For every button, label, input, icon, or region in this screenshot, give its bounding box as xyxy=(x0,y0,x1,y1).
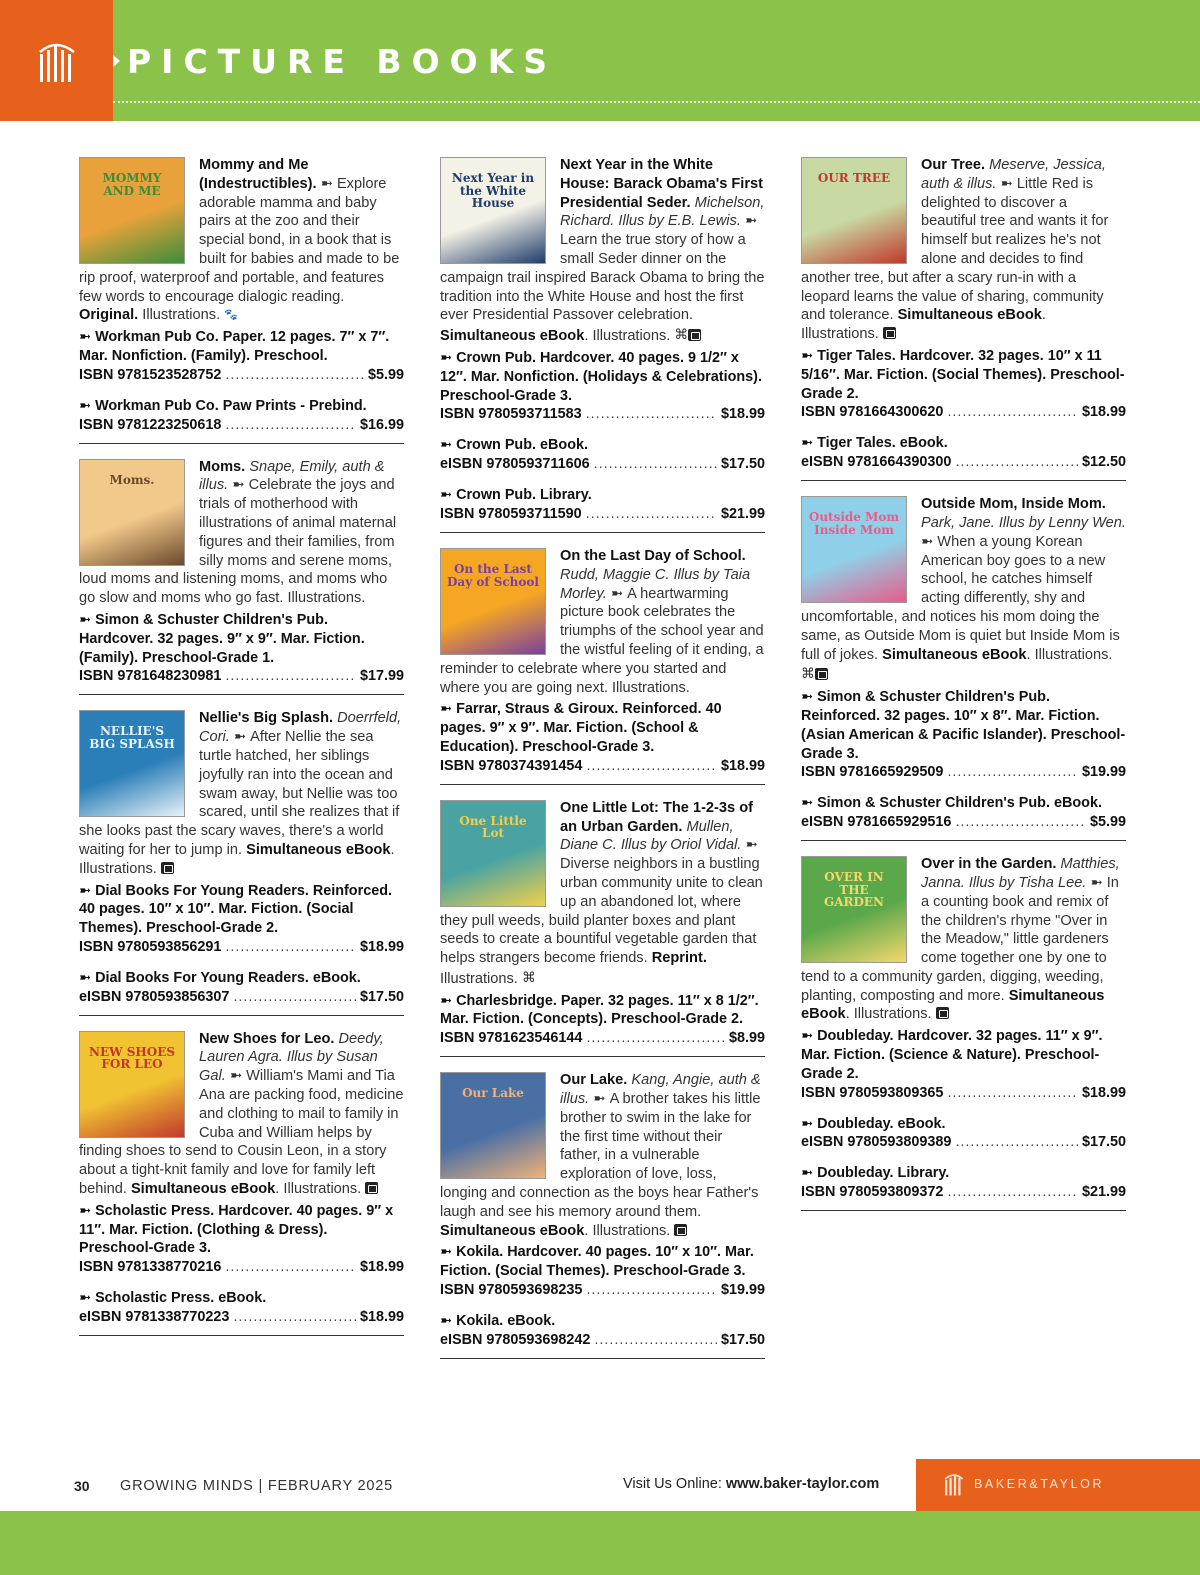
edition-publisher xyxy=(801,688,1126,763)
dot-leader xyxy=(586,505,717,524)
book-entry xyxy=(79,1030,404,1336)
edition-publisher xyxy=(440,1312,765,1331)
ebook-icon xyxy=(365,1182,378,1194)
arrow-icon: ➼ xyxy=(610,585,628,602)
edition-publisher xyxy=(79,328,404,366)
dot-leader xyxy=(947,403,1078,422)
spacer xyxy=(440,424,765,432)
edition-publisher xyxy=(79,397,404,416)
isbn: ISBN 9780593856291 xyxy=(79,938,222,955)
edition-publisher xyxy=(801,1115,1126,1134)
brand-name: BAKER&TAYLOR xyxy=(974,1477,1105,1491)
book-author: Park, Jane. Illus by Lenny Wen. xyxy=(921,514,1126,531)
ebook-icon xyxy=(815,668,828,680)
isbn: ISBN 9780593698235 xyxy=(440,1282,583,1299)
edition-publisher xyxy=(801,347,1126,403)
book-entry xyxy=(79,156,404,444)
arrow-icon: ➼ xyxy=(440,437,457,454)
isbn: eISBN 9781338770223 xyxy=(79,1309,230,1326)
edition-details: Dial Books For Young Readers. Reinforced. 40 pages. 10″ x 10″. Mar. Fiction. (Social Themes). Preschool-Grade 2. xyxy=(79,882,392,937)
spacer xyxy=(440,474,765,482)
edition-details: Crown Pub. eBook. xyxy=(456,437,588,454)
isbn-row xyxy=(79,366,404,385)
isbn: eISBN 9780593809389 xyxy=(801,1134,952,1151)
dot-leader xyxy=(225,667,356,686)
dot-leader xyxy=(225,938,356,957)
price: $17.50 xyxy=(359,988,404,1005)
book-description xyxy=(801,156,1126,344)
arrow-icon: ➼ xyxy=(801,689,818,706)
isbn: ISBN 9780593809372 xyxy=(801,1184,944,1201)
dot-leader xyxy=(594,455,717,474)
edition-details: Simon & Schuster Children's Pub. eBook. xyxy=(817,795,1102,812)
spacer xyxy=(79,385,404,393)
arrow-icon: ➼ xyxy=(79,397,96,414)
book-entry xyxy=(801,156,1126,481)
arrow-icon: ➼ xyxy=(921,533,938,550)
spacer xyxy=(801,782,1126,790)
isbn: ISBN 9781523528752 xyxy=(79,366,222,383)
book-summary: Diverse neighbors in a bustling urban community unite to clean up an abandoned lot, where they pull weeds, build planter boxes and plant seeds to create a bountiful vegetable garden that helps strangers become friends. xyxy=(440,856,763,967)
arrow-icon: ➼ xyxy=(440,1313,457,1330)
book-title[interactable]: On the Last Day of School. xyxy=(560,547,746,564)
arrow-icon: ➼ xyxy=(744,213,758,230)
ebook-icon xyxy=(161,862,174,874)
isbn-row xyxy=(801,1084,1126,1103)
dot-leader xyxy=(955,813,1086,832)
isbn: eISBN 9781665929516 xyxy=(801,814,952,831)
book-description xyxy=(440,156,765,346)
book-author: Deedy, Lauren Agra. Illus by Susan Gal. xyxy=(199,1030,384,1085)
book-author: Kang, Angie, auth & illus. xyxy=(560,1072,761,1108)
bottom-green-band xyxy=(0,1511,1200,1575)
isbn-row xyxy=(801,813,1126,832)
visit-online xyxy=(623,1476,879,1492)
price: $17.50 xyxy=(1081,1134,1126,1151)
edition-details: Dial Books For Young Readers. eBook. xyxy=(95,969,361,986)
price: $17.50 xyxy=(720,1331,765,1348)
price: $17.99 xyxy=(359,668,404,685)
spacer xyxy=(801,422,1126,430)
isbn-row xyxy=(440,1029,765,1048)
book-summary: A heartwarming picture book celebrates the triumphs of the school year and the wistful feeling of it ending, a reminder to celebrate where you started and where you are going next. Illustrations. xyxy=(440,585,764,696)
ebook-icon xyxy=(883,327,896,339)
isbn: ISBN 9781664300620 xyxy=(801,404,944,421)
illustrations-note: . Illustrations. xyxy=(275,1181,362,1198)
illustrations-note: . Illustrations. xyxy=(79,841,395,877)
arrow-icon: ➼ xyxy=(1090,874,1107,891)
book-summary: Little Red is delighted to discover a beautiful tree and wants it for himself but realizes he's not alone and decides to find another tree, but after a scary run-in with a leopard learns the value of sharing, community and tolerance. xyxy=(801,175,1109,324)
section-title: PICTURE BOOKS xyxy=(127,42,558,81)
cover-title: NELLIE'S BIG SPLASH xyxy=(89,724,175,751)
arrow-icon: ➼ xyxy=(440,992,457,1009)
edition-publisher xyxy=(79,1289,404,1308)
logo-box xyxy=(0,0,113,121)
book-entry xyxy=(440,156,765,533)
edition-note: Simultaneous eBook xyxy=(246,841,391,858)
spacer xyxy=(79,1277,404,1285)
book-title[interactable]: Moms. xyxy=(199,458,246,475)
column-3 xyxy=(801,156,1126,1225)
isbn-row xyxy=(801,763,1126,782)
edition-details: Crown Pub. Hardcover. 40 pages. 9 1/2″ x 12″. Mar. Nonfiction. (Holidays & Celebrations). Preschool-Grade 3. xyxy=(440,349,762,404)
baker-taylor-logo-icon xyxy=(38,42,78,84)
price: $16.99 xyxy=(359,416,404,433)
arrow-icon: ➼ xyxy=(233,729,251,746)
arrow-icon: ➼ xyxy=(79,969,96,986)
ebook-icon xyxy=(674,1224,687,1236)
arrow-icon: ➼ xyxy=(801,435,818,452)
cover-title: NEW SHOES FOR LEO xyxy=(88,1044,176,1072)
book-summary: When a young Korean American boy goes to a new school, he catches himself acting differently, shy and uncomfortable, and notices his mom doing the same, as Outside Mom is quiet but Inside Mom is full of jokes. xyxy=(801,533,1120,663)
price: $12.50 xyxy=(1081,454,1126,471)
book-entry xyxy=(801,495,1126,841)
book-summary: After Nellie the sea turtle hatched, her siblings joyfully ran into the ocean and swam away, but Nellie was too scared, until she realizes that if she looks past the scary waves, there's a world waiting for her to jump in. xyxy=(79,729,400,858)
price: $18.99 xyxy=(1081,404,1126,421)
book-summary: In a counting book and remix of the children's rhyme "Over in the Meadow," little gardeners come together one by one to tend to a community garden, digging, weeding, planting, composting and more. xyxy=(801,874,1119,1004)
arrow-icon: ➼ xyxy=(229,1068,247,1085)
dot-leader xyxy=(586,405,717,424)
paw-icon: 🐾 xyxy=(224,309,238,322)
arrow-icon: ➼ xyxy=(79,329,96,346)
cover-title: MOMMY AND ME xyxy=(102,171,162,198)
edition-details: Scholastic Press. eBook. xyxy=(95,1290,267,1307)
price: $18.99 xyxy=(720,757,765,774)
column-2 xyxy=(440,156,765,1373)
book-description xyxy=(79,458,404,608)
price: $18.99 xyxy=(359,1309,404,1326)
edition-details: Workman Pub Co. Paper. 12 pages. 7″ x 7″. Mar. Nonfiction. (Family). Preschool. xyxy=(79,329,390,364)
edition-details: Crown Pub. Library. xyxy=(456,487,592,504)
book-summary: Celebrate the joys and trials of motherhood with illustrations of animal maternal figures and their families, from silly moms and serene moms, loud moms and listening moms, and moms who go slow and moms who go fast. Illustrations. xyxy=(79,477,397,607)
edition-note: Reprint. xyxy=(651,950,707,967)
dot-leader xyxy=(233,988,356,1007)
book-cover-image[interactable] xyxy=(440,800,546,907)
book-description xyxy=(79,156,404,325)
price: $17.50 xyxy=(720,456,765,473)
price: $5.99 xyxy=(1089,814,1126,831)
isbn: ISBN 9781623546144 xyxy=(440,1030,583,1047)
dot-leader xyxy=(947,1084,1078,1103)
arrow-icon: ➼ xyxy=(593,1091,610,1108)
price: $21.99 xyxy=(1081,1184,1126,1201)
book-entry xyxy=(79,709,404,1015)
isbn-row xyxy=(79,988,404,1007)
ebook-icon xyxy=(688,329,701,341)
book-title[interactable]: New Shoes for Leo. xyxy=(199,1030,335,1047)
arrow-icon: ➼ xyxy=(801,347,818,364)
isbn-row xyxy=(79,1258,404,1277)
edition-details: Tiger Tales. eBook. xyxy=(817,435,948,452)
edition-note: Original. xyxy=(79,307,139,324)
brand-box xyxy=(916,1459,1200,1511)
edition-details: Kokila. Hardcover. 40 pages. 10″ x 10″. Mar. Fiction. (Social Themes). Preschool-Grade 3. xyxy=(440,1244,754,1280)
arrow-icon: ➼ xyxy=(79,1290,96,1307)
isbn-row xyxy=(79,667,404,686)
book-title[interactable]: Our Tree. xyxy=(921,157,986,173)
book-title[interactable]: One Little Lot: The 1-2-3s of an Urban Garden. xyxy=(560,799,753,835)
book-description xyxy=(440,1071,765,1240)
book-cover-image[interactable] xyxy=(801,157,907,264)
isbn-row xyxy=(79,1308,404,1327)
book-cover-image[interactable] xyxy=(440,1072,546,1179)
arrow-icon: ➼ xyxy=(79,611,96,628)
edition-details: Scholastic Press. Hardcover. 40 pages. 9″ x 11″. Mar. Fiction. (Clothing & Dress). Preschool-Grade 3. xyxy=(79,1202,394,1257)
book-cover-image[interactable] xyxy=(79,710,185,817)
edition-note: Simultaneous eBook xyxy=(440,328,585,345)
edition-note: Simultaneous eBook xyxy=(130,1181,276,1198)
book-description xyxy=(79,709,404,878)
book-entry xyxy=(440,799,765,1058)
edition-note: Simultaneous eBook xyxy=(801,987,1105,1023)
arrow-icon: ➼ xyxy=(745,837,758,854)
book-title[interactable]: Outside Mom, Inside Mom. xyxy=(921,496,1106,513)
cover-title: Our Lake xyxy=(462,1086,524,1101)
edition-details: Simon & Schuster Children's Pub. Hardcover. 32 pages. 9″ x 9″. Mar. Fiction. (Family). Preschool-Grade 1. xyxy=(79,611,365,666)
cover-title: Outside Mom Inside Mom xyxy=(808,510,900,537)
dot-leader xyxy=(225,1258,356,1277)
illustrations-note: . Illustrations. xyxy=(1026,646,1113,663)
book-author: Matthies, Janna. Illus by Tisha Lee. xyxy=(921,856,1120,891)
dot-leader xyxy=(955,1133,1078,1152)
isbn-row xyxy=(440,405,765,424)
price: $8.99 xyxy=(728,1030,765,1047)
dot-leader xyxy=(586,757,717,776)
price: $18.99 xyxy=(359,1259,404,1276)
edition-details: Workman Pub Co. Paw Prints - Prebind. xyxy=(95,397,367,414)
edition-publisher xyxy=(801,1027,1126,1083)
magazine-issue: GROWING MINDS | FEBRUARY 2025 xyxy=(120,1478,393,1494)
header-dotted-divider xyxy=(113,101,1200,103)
isbn: ISBN 9780374391454 xyxy=(440,757,583,774)
command-icon: ⌘ xyxy=(674,326,689,343)
arrow-icon: ➼ xyxy=(440,349,457,366)
book-author: Snape, Emily, auth & illus. xyxy=(199,458,385,494)
edition-details: Doubleday. Hardcover. 32 pages. 11″ x 9″. Mar. Fiction. (Science & Nature). Preschool-Grade 2. xyxy=(801,1028,1103,1082)
command-icon: ⌘ xyxy=(521,968,536,985)
dot-leader xyxy=(225,366,364,385)
arrow-icon: ➼ xyxy=(79,1202,96,1219)
spacer xyxy=(440,1300,765,1308)
isbn: ISBN 9781648230981 xyxy=(79,668,222,685)
edition-publisher xyxy=(79,611,404,667)
isbn-row xyxy=(801,1183,1126,1202)
spacer xyxy=(801,1152,1126,1160)
command-icon: ⌘ xyxy=(801,665,815,682)
cover-title: On the Last Day of School xyxy=(447,561,539,589)
book-summary: Explore adorable mamma and baby pairs at the zoo and their special bond, in a book that is built for babies and made to be rip proof, waterproof and portable, and features few words to encourage dialogic reading. xyxy=(79,175,400,305)
arrow-icon: ➼ xyxy=(440,1244,457,1261)
isbn: eISBN 9780593856307 xyxy=(79,988,230,1005)
isbn-row xyxy=(440,757,765,776)
dot-leader xyxy=(586,1029,725,1048)
illustrations-note: Illustrations. xyxy=(440,970,518,987)
edition-details: Kokila. eBook. xyxy=(456,1313,556,1330)
isbn-row xyxy=(79,416,404,435)
cover-title: Next Year in the White House xyxy=(451,171,535,211)
book-title[interactable]: Next Year in the White House: Barack Obama's First Presidential Seder. xyxy=(560,157,763,211)
price: $18.99 xyxy=(359,938,404,955)
arrow-icon: ➼ xyxy=(320,175,337,192)
illustrations-note: . Illustrations. xyxy=(801,307,1046,343)
isbn: eISBN 9780593711606 xyxy=(440,456,590,473)
illustrations-note: Illustrations. xyxy=(142,307,221,324)
edition-details: Doubleday. eBook. xyxy=(817,1115,946,1132)
book-author: Mullen, Diane C. Illus by Oriol Vidal. xyxy=(560,818,742,854)
isbn: ISBN 9780593711583 xyxy=(440,406,582,423)
arrow-icon: ➼ xyxy=(440,487,457,504)
book-description xyxy=(440,799,765,989)
edition-publisher xyxy=(440,700,765,756)
isbn: ISBN 9780593809365 xyxy=(801,1084,944,1101)
price: $18.99 xyxy=(1081,1084,1126,1101)
arrow-icon: ➼ xyxy=(1000,175,1017,192)
header-arrow xyxy=(113,55,120,67)
arrow-icon: ➼ xyxy=(801,1115,818,1132)
isbn: eISBN 9780593698242 xyxy=(440,1331,591,1348)
edition-publisher xyxy=(440,436,765,455)
edition-publisher xyxy=(79,1202,404,1258)
edition-publisher xyxy=(440,486,765,505)
edition-publisher xyxy=(801,794,1126,813)
book-cover-image[interactable] xyxy=(801,496,907,603)
baker-taylor-logo-icon xyxy=(944,1473,966,1497)
book-author: Meserve, Jessica, auth & illus. xyxy=(921,157,1106,192)
column-1 xyxy=(79,156,404,1350)
isbn-row xyxy=(440,455,765,474)
edition-publisher xyxy=(440,1243,765,1281)
page-footer xyxy=(0,1459,1200,1511)
cover-title: OVER IN THE GARDEN xyxy=(823,870,885,910)
dot-leader xyxy=(233,1308,356,1327)
isbn: ISBN 9781223250618 xyxy=(79,416,222,433)
edition-note: Simultaneous eBook xyxy=(882,646,1027,663)
edition-details: Tiger Tales. Hardcover. 32 pages. 10″ x 11 5/16″. Mar. Fiction. (Social Themes). Preschool-Grade 2. xyxy=(801,347,1125,402)
price: $5.99 xyxy=(367,366,404,383)
edition-details: Farrar, Straus & Giroux. Reinforced. 40 pages. 9″ x 9″. Mar. Fiction. (School & Education). Preschool-Grade 3. xyxy=(440,701,722,755)
edition-details: Charlesbridge. Paper. 32 pages. 11″ x 8 1/2″. Mar. Fiction. (Concepts). Preschool-Grade 2. xyxy=(440,992,759,1028)
illustrations-note: . Illustrations. xyxy=(584,1222,671,1239)
book-author: Rudd, Maggie C. Illus by Taia Morley. xyxy=(560,566,751,602)
price: $18.99 xyxy=(720,406,765,423)
dot-leader xyxy=(594,1331,717,1350)
arrow-icon: ➼ xyxy=(440,701,457,718)
book-cover-image[interactable] xyxy=(79,459,185,566)
illustrations-note: . Illustrations. xyxy=(845,1006,932,1023)
book-summary: Learn the true story of how a small Seder dinner on the campaign trail inspired Barack Obama to bring the tradition into the White House and host the first ever Presidential Passover celebration. xyxy=(440,232,765,324)
book-cover-image[interactable] xyxy=(440,157,546,264)
isbn-row xyxy=(801,403,1126,422)
arrow-icon: ➼ xyxy=(232,477,249,494)
cover-title: OUR TREE xyxy=(817,171,891,185)
book-cover-image[interactable] xyxy=(801,856,907,963)
book-entry xyxy=(79,458,404,696)
book-summary: William's Mami and Tia Ana are packing food, medicine and clothing to mail to family in Cuba and William helps by finding shoes to send to Cousin Leon, in a story about a tight-knit family and love for family left behind. xyxy=(79,1068,404,1198)
book-cover-image[interactable] xyxy=(79,1031,185,1138)
price: $19.99 xyxy=(720,1282,765,1299)
dot-leader xyxy=(955,453,1078,472)
book-title[interactable]: Mommy and Me (Indestructibles). xyxy=(199,157,317,192)
arrow-icon: ➼ xyxy=(801,1165,818,1182)
dot-leader xyxy=(586,1281,717,1300)
edition-publisher xyxy=(79,882,404,938)
isbn-row xyxy=(801,453,1126,472)
book-title[interactable]: Nellie's Big Splash. xyxy=(199,710,334,727)
arrow-icon: ➼ xyxy=(79,882,96,899)
book-cover-image[interactable] xyxy=(79,157,185,264)
book-author: Doerrfeld, Cori. xyxy=(199,710,402,746)
book-author: Michelson, Richard. Illus by E.B. Lewis. xyxy=(560,194,765,230)
book-description xyxy=(440,547,765,697)
spacer xyxy=(79,957,404,965)
book-title[interactable]: Our Lake. xyxy=(560,1072,628,1089)
spacer xyxy=(801,1103,1126,1111)
book-entry xyxy=(440,547,765,785)
book-title[interactable]: Over in the Garden. xyxy=(921,856,1057,873)
edition-publisher xyxy=(440,992,765,1030)
book-description xyxy=(801,495,1126,685)
isbn-row xyxy=(440,505,765,524)
edition-publisher xyxy=(440,349,765,405)
arrow-icon: ➼ xyxy=(801,795,818,812)
book-cover-image[interactable] xyxy=(440,548,546,655)
edition-publisher xyxy=(801,434,1126,453)
isbn-row xyxy=(79,938,404,957)
arrow-icon: ➼ xyxy=(801,1028,818,1045)
ebook-icon xyxy=(936,1007,949,1019)
illustrations-note: . Illustrations. xyxy=(584,328,671,345)
cover-title: Moms. xyxy=(109,472,155,487)
cover-title: One Little Lot xyxy=(459,813,527,841)
page-number: 30 xyxy=(74,1478,90,1494)
price: $19.99 xyxy=(1081,764,1126,781)
price: $21.99 xyxy=(720,505,765,522)
book-description xyxy=(801,855,1126,1024)
edition-note: Simultaneous eBook xyxy=(440,1222,585,1239)
visit-label: Visit Us Online: xyxy=(623,1476,726,1492)
book-summary: A brother takes his little brother to swim in the lake for the first time without their father, in a vulnerable exploration of love, loss, longing and connection as the boys hear Father's laugh and see his memory around them. xyxy=(440,1091,761,1220)
edition-publisher xyxy=(79,969,404,988)
edition-details: Doubleday. Library. xyxy=(817,1165,950,1182)
isbn: eISBN 9781664390300 xyxy=(801,454,952,471)
book-entry xyxy=(801,855,1126,1211)
isbn-row xyxy=(440,1331,765,1350)
book-description xyxy=(79,1030,404,1199)
dot-leader xyxy=(225,416,356,435)
isbn-row xyxy=(801,1133,1126,1152)
book-entry xyxy=(440,1071,765,1359)
edition-note: Simultaneous eBook xyxy=(897,307,1042,324)
website-link[interactable]: www.baker-taylor.com xyxy=(725,1476,880,1492)
page-header xyxy=(0,0,1200,121)
isbn: ISBN 9781338770216 xyxy=(79,1259,222,1276)
dot-leader xyxy=(947,1183,1078,1202)
edition-publisher xyxy=(801,1164,1126,1183)
isbn: ISBN 9780593711590 xyxy=(440,505,582,522)
dot-leader xyxy=(947,763,1078,782)
isbn: ISBN 9781665929509 xyxy=(801,764,944,781)
edition-details: Simon & Schuster Children's Pub. Reinforced. 32 pages. 10″ x 8″. Mar. Fiction. (Asian American & Pacific Islander). Preschool-Grade 3. xyxy=(801,689,1126,762)
isbn-row xyxy=(440,1281,765,1300)
